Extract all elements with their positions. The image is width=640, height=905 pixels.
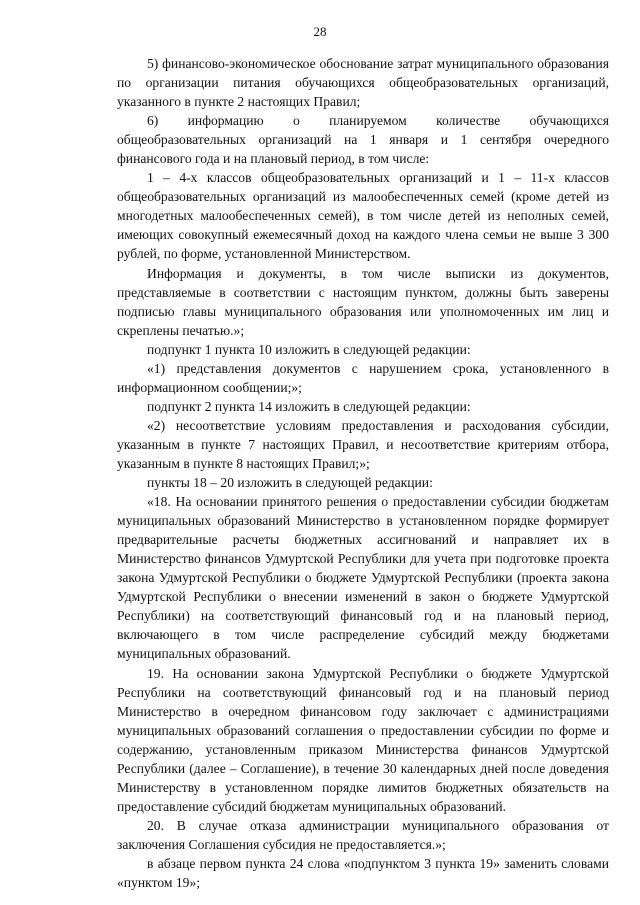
paragraph-new-p19: 19. На основании закона Удмуртской Республики о бюджете Удмуртской Республики на соответствующий финансовый год и на плановый период Министерство в очередном финансовом году заключает с администрациями муниципальных образований соглашения о предоставлении субсидии по форме и содержанию, установленным приказом Министерства финансов Удмуртской Республики (далее – Соглашение), в течение 30 календарных дней после доведения Министерству в установленном порядке лимитов бюджетных обязательств на предоставление субсидий бюджетам муниципальных образований. bbox=[117, 665, 609, 814]
document-body bbox=[117, 54, 609, 892]
paragraph-item-6: 6) информацию о планируемом количестве обучающихся общеобразовательных организаций на 1 января и 1 сентября очередного финансового года и на плановый период, в том числе: bbox=[117, 113, 609, 167]
paragraph-new-p20: 20. В случае отказа администрации муниципального образования от заключения Соглашения субсидия не предоставляется.»; bbox=[117, 817, 609, 852]
paragraph-new-p18: «18. На основании принятого решения о предоставлении субсидии бюджетам муниципальных образований Министерство в установленном порядке формирует предварительные расчеты бюджетных ассигнований и направляет их в Министерство финансов Удмуртской Республики для учета при подготовке проекта закона Удмуртской Республики о бюджете Удмуртской Республики (проекта закона Удмуртской Республики о внесении изменений в закон о бюджете Удмуртской Республики) на соответствующий финансовый год и на плановый период, включающего в том числе распределение субсидий между бюджетами муниципальных образований. bbox=[117, 494, 609, 662]
paragraph-amend-p24: в абзаце первом пункта 24 слова «подпунктом 3 пункта 19» заменить словами «пунктом 19»; bbox=[117, 855, 609, 891]
paragraph-amend-p18-20: пункты 18 – 20 изложить в следующей редакции: bbox=[147, 475, 433, 491]
paragraph-certification: Информация и документы, в том числе выписки из документов, представляемые в соответствии с настоящим пунктом, должны быть заверены подписью главы муниципального образования или уполномоченных им лиц и скреплены печатью.»; bbox=[117, 265, 609, 338]
paragraph-classes: 1 – 4-х классов общеобразовательных организаций и 1 – 11-х классов общеобразовательных организаций из малообеспеченных семей (кроме детей из многодетных малообеспеченных семей), в том числе детей из неполных семей, имеющих совокупный ежемесячный доход на каждого члена семьи не выше 3 300 рублей, по форме, установленной Министерством. bbox=[117, 170, 609, 262]
paragraph-amend-p10: подпункт 1 пункта 10 изложить в следующей редакции: bbox=[147, 341, 471, 357]
paragraph-amend-p14: подпункт 2 пункта 14 изложить в следующей редакции: bbox=[147, 398, 471, 414]
page-number: 28 bbox=[313, 24, 327, 39]
paragraph-new-p14-2: «2) несоответствие условиям предоставления и расходования субсидии, указанным в пункте 7 настоящих Правил, и несоответствие критериям отбора, указанным в пункте 8 настоящих Правил;»; bbox=[117, 417, 609, 471]
paragraph-new-p10-1: «1) представления документов с нарушением срока, установленного в информационном сообщении;»; bbox=[117, 360, 609, 395]
paragraph-item-5: 5) финансово-экономическое обоснование затрат муниципального образования по организации питания обучающихся общеобразовательных организаций, указанного в пункте 2 настоящих Правил; bbox=[117, 56, 609, 110]
